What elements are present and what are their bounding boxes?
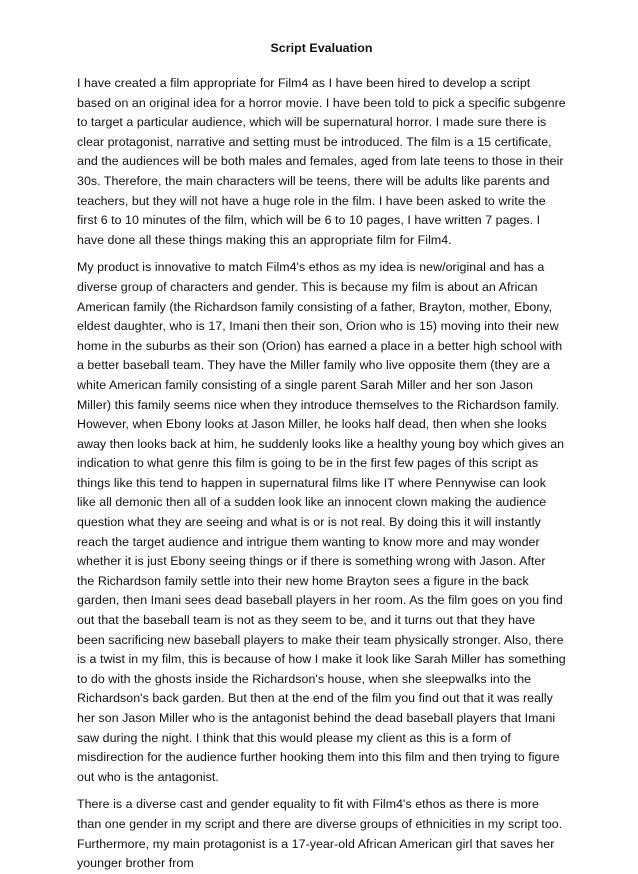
paragraph-innovation: My product is innovative to match Film4's ethos as my idea is new/original and has a diverse group of characters and gender. This is because my film is about an African American family (the Richardson family consisting of a father, Brayton, mother, Ebony, eldest daughter, who is 17, Imani then their son, Orion who is 15) moving into their new home in the suburbs as their son (Orion) has earned a place in a better high school with a better baseball team. They have the Miller family who live opposite them (they are a white American family consisting of a single parent Sarah Miller and her son Jason Miller) this family seems nice when they introduce themselves to the Richardson family. However, when Ebony looks at Jason Miller, he looks half dead, then when she looks away then looks back at him, he suddenly looks like a healthy young boy which gives an indication to what genre this film is going to be in the first few pages of this script as things like this tend to happen in supernatural films like IT where Pennywise can look like all demonic then all of a sudden look like an innocent clown making the audience question what they are seeing and what is or is not real. By doing this it will instantly reach the target audience and intrigue them wanting to know more and may wonder whether it is just Ebony seeing things or if there is something wrong with Jason. After the Richardson family settle into their new home Brayton sees a figure in the back garden, then Imani sees dead baseball players in her room. As the film goes on you find out that the baseball team is not as they seem to be, and it turns out that they have been sacrificing new baseball players to make their team physically stronger. Also, there is a twist in my film, this is because of how I make it look like Sarah Miller has something to do with the ghosts inside the Richardson's house, when she sleepwalks into the Richardson's back garden. But then at the end of the film you find out that it was really her son Jason Miller who is the antagonist behind the dead baseball players that Imani saw during the night. I think that this would please my client as this is a form of misdirection for the audience further hooking them into this film and then trying to figure out who is the antagonist.	[77, 260, 566, 784]
paragraph-intro: I have created a film appropriate for Film4 as I have been hired to develop a script based on an original idea for a horror movie. I have been told to pick a specific subgenre to target a particular audience, which will be supernatural horror. I made sure there is clear protagonist, narrative and setting must be introduced. The film is a 15 certificate, and the audiences will be both males and females, aged from late teens to those in their 30s. Therefore, the main characters will be teens, there will be adults like parents and teachers, but they will not have a huge role in the film. I have been asked to write the first 6 to 10 minutes of the film, which will be 6 to 10 pages, I have written 7 pages. I have done all these things making this an appropriate film for Film4.	[77, 76, 566, 247]
document-title: Script Evaluation	[270, 41, 373, 55]
paragraph-diversity: There is a diverse cast and gender equality to fit with Film4's ethos as there is more than one gender in my script and there are diverse groups of ethnicities in my script too. Furthermore, my main protagonist is a 17-year-old African American girl that saves her younger brother from	[77, 797, 563, 871]
